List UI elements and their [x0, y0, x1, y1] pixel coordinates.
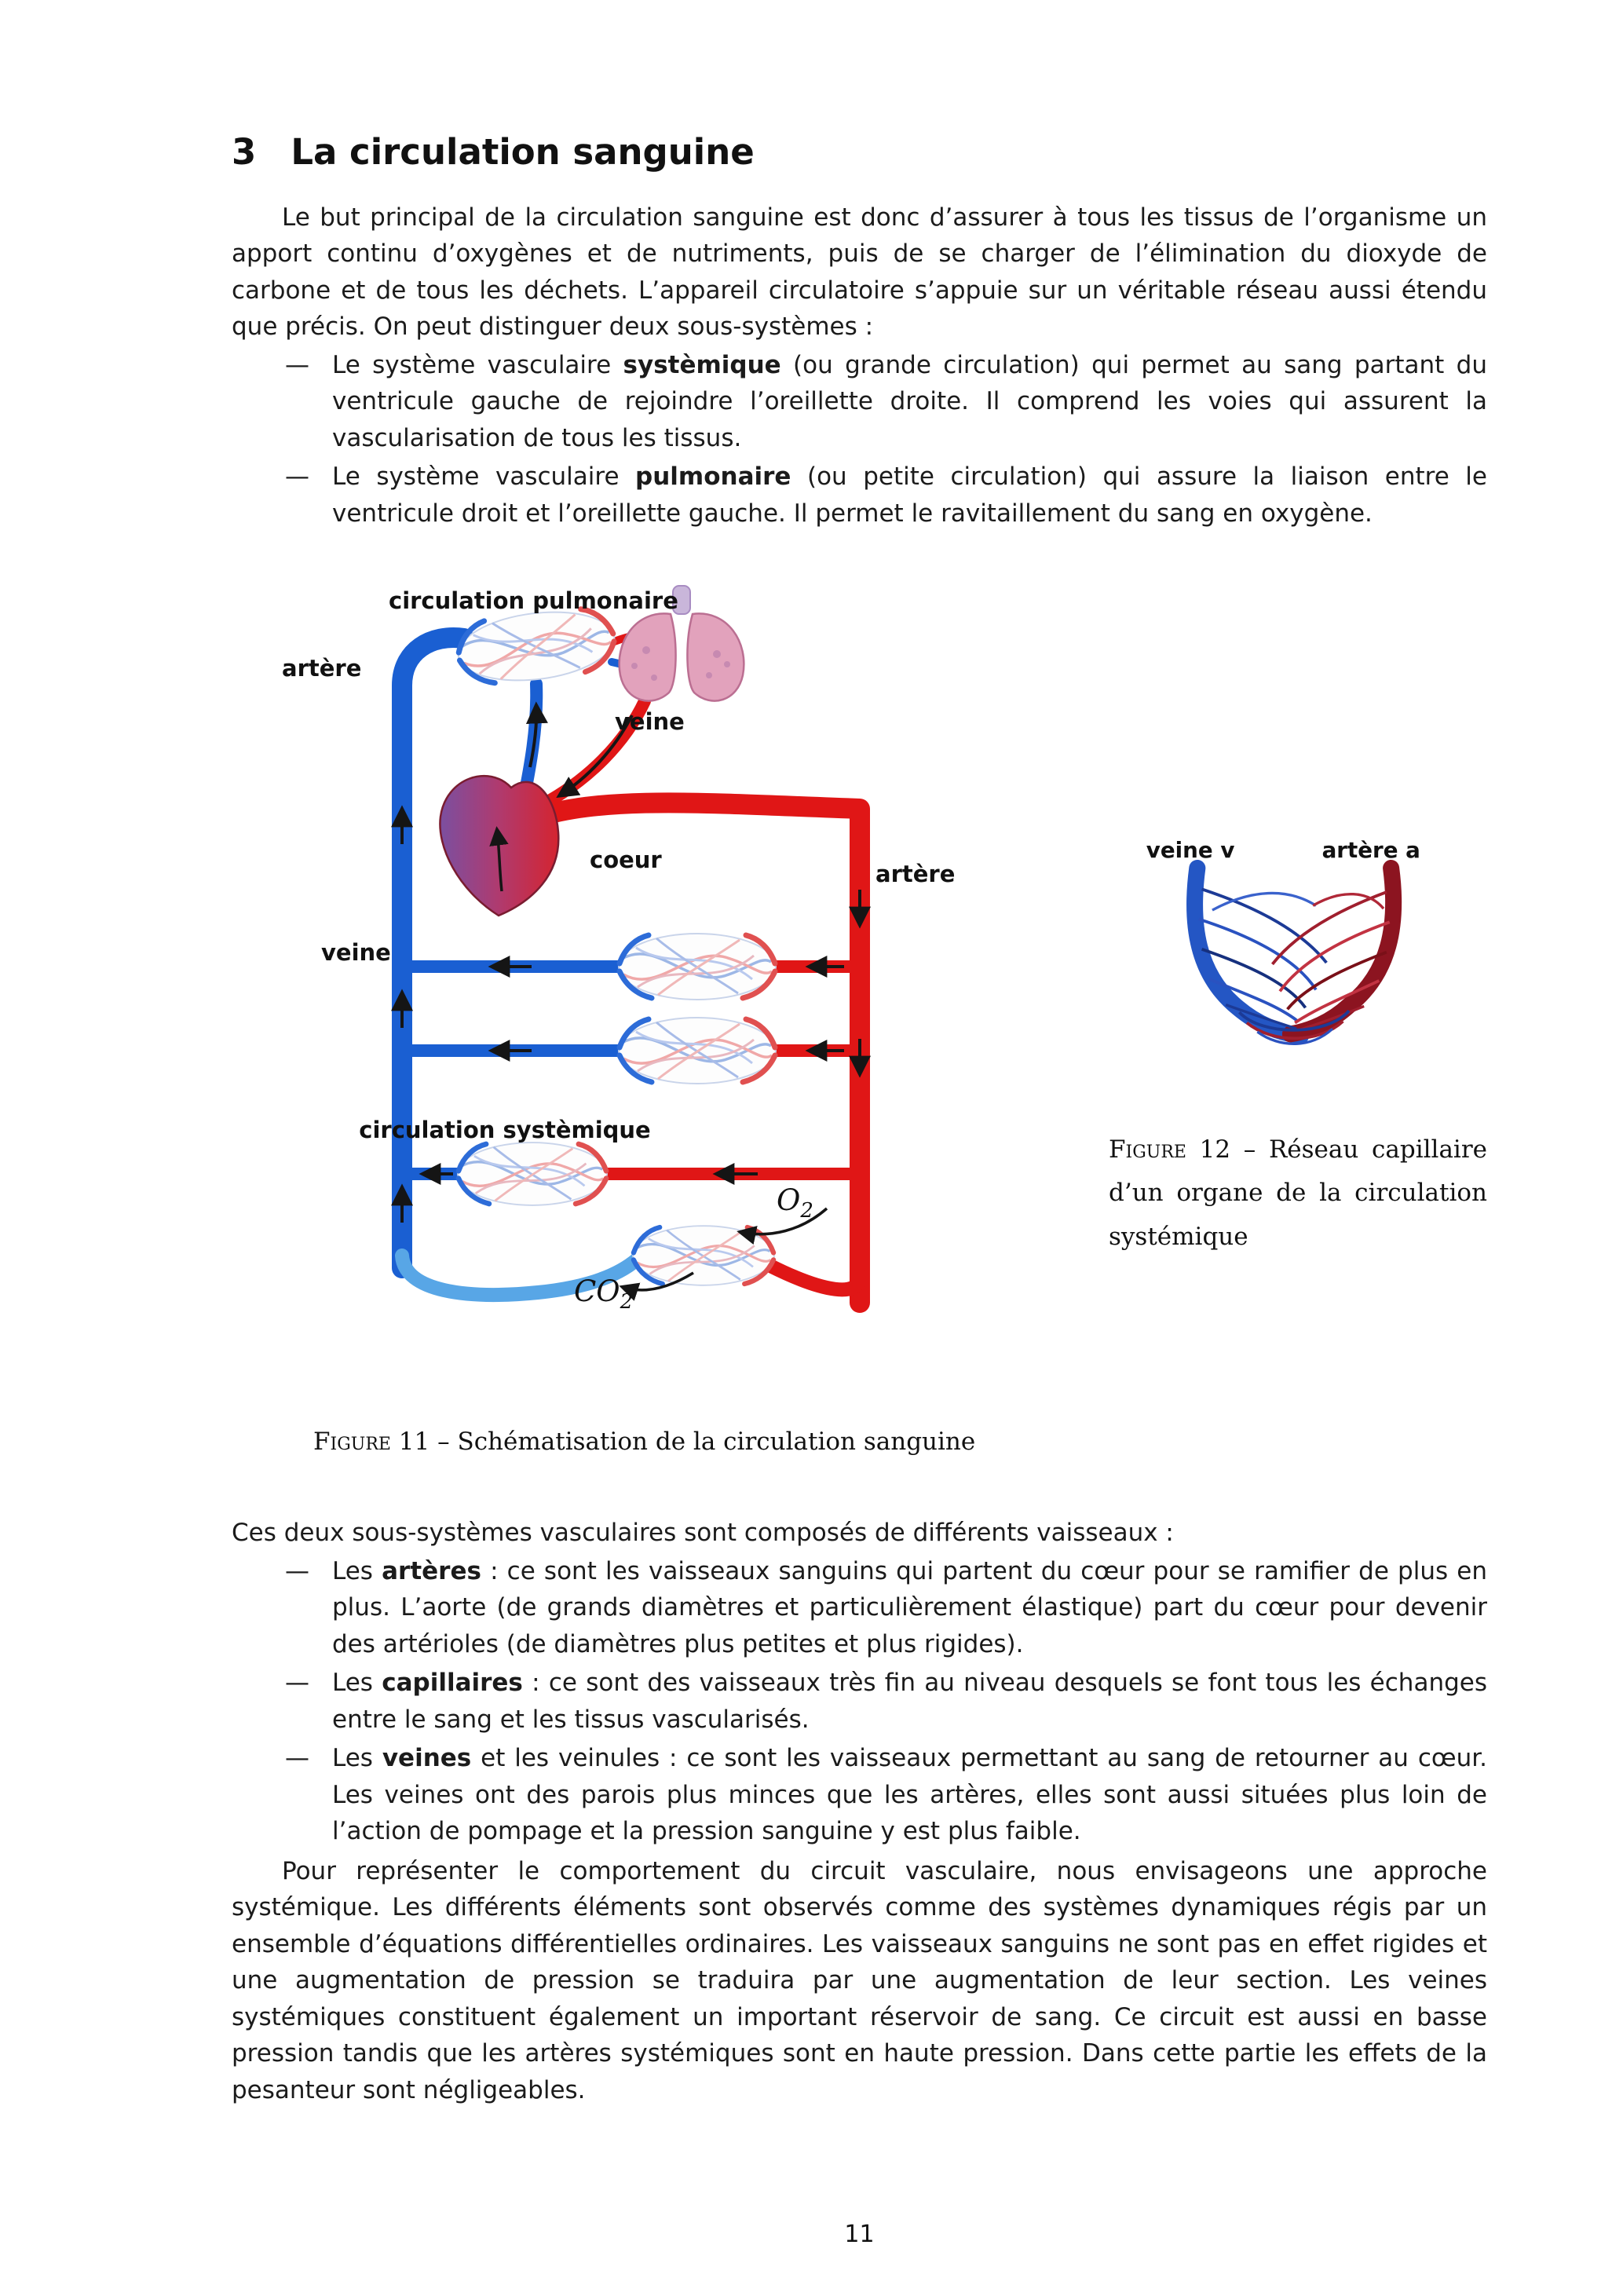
- pulmonary-capillary-bed: [455, 604, 619, 689]
- artery-vessel: [1290, 868, 1393, 1034]
- text-segment: (ou grande circulation) qui permet au sang partant du ventricule gauche de rejoindre l’oreillette droite. Il comprend les voies qui assurent la vascularisation de tous les tissus.: [332, 350, 1487, 452]
- capillary-bed: [458, 1143, 607, 1205]
- figure11-caption: [313, 1424, 1487, 1461]
- co2-main: CO: [574, 1274, 620, 1309]
- capillary-network-image: [1125, 833, 1471, 1092]
- o2-sub: 2: [800, 1199, 813, 1223]
- label-circulation-systemique: circulation systèmique: [359, 1117, 651, 1144]
- caption-label: Figure 11: [313, 1427, 430, 1456]
- capillary-bed: [619, 934, 776, 1000]
- label-artere-a: artère a: [1321, 837, 1420, 864]
- caption-text: – Réseau capillaire d’un organe de la circulation systémique: [1109, 1135, 1488, 1251]
- label-artere-haut: artère: [282, 655, 362, 682]
- figure12-caption: [1109, 1128, 1487, 1259]
- closing-paragraph: Pour représenter le comportement du circuit vasculaire, nous envisageons une approche systémique. Les différents éléments sont observés comme des systèmes dynamiques régis par un ensemble d’équations différentielles ordinaires. Les vaisseaux sanguins ne sont pas en effet rigides et une augmentation de pression se traduira par une augmentation de leur section. Les veines systémiques constituent également un important réservoir de sang. Ce circuit est aussi en basse pression tandis que les artères systémiques sont en haute pression. Dans cette partie les effets de la pesanteur sont négligeables.: [232, 1856, 1487, 2104]
- label-o2: [777, 1183, 813, 1223]
- text-bold: pulmonaire: [635, 462, 791, 492]
- figure11: [277, 583, 968, 1348]
- label-veine-haut: veine: [615, 708, 685, 736]
- text-segment: : ce sont les vaisseaux sanguins qui partent du cœur pour se ramifier de plus en plus. L’aorte (de grands diamètres et particulièrement élastique) part du cœur pour devenir des artérioles (de diamètres plus petites et plus rigides).: [332, 1556, 1488, 1658]
- label-circulation-pulmonaire: circulation pulmonaire: [389, 587, 678, 615]
- circulation-diagram: [277, 583, 968, 1337]
- list-item: [232, 1665, 1487, 1738]
- text-segment: Les: [332, 1744, 382, 1773]
- item-dash: —: [285, 1556, 309, 1585]
- caption-text: – Schématisation de la circulation sanguine: [437, 1427, 976, 1456]
- item-text: [332, 347, 1487, 457]
- co2-sub: 2: [620, 1290, 634, 1314]
- item-text: [332, 1553, 1487, 1663]
- label-co2: [574, 1274, 633, 1314]
- item-dash: —: [285, 1744, 309, 1773]
- label-veine-gauche: veine: [321, 939, 391, 967]
- list-item: [232, 1740, 1487, 1850]
- intro-paragraph: Le but principal de la circulation sanguine est donc d’assurer à tous les tissus de l’organisme un apport continu d’oxygènes et de nutriments, puis de se charger de l’élimination du dioxyde de carbone et de tous les déchets. L’appareil circulatoire s’appuie sur un véritable réseau aussi étendu que précis. On peut distinguer deux sous-systèmes :: [232, 203, 1487, 342]
- list-item: [232, 347, 1487, 457]
- item-dash: —: [285, 462, 309, 492]
- text-segment: (ou petite circulation) qui assure la liaison entre le ventricule droit et l’oreillette gauche. Il permet le ravitaillement du sang en oxygène.: [332, 462, 1487, 528]
- figures-row: [232, 583, 1487, 1348]
- vessels-list: [232, 1553, 1487, 1850]
- text-segment: et les veinules : ce sont les vaisseaux permettant au sang de retourner au cœur. Les veines ont des parois plus minces que les artères, elles sont aussi situées plus loin de l’action de pompage et la pression sanguine y est plus faible.: [332, 1744, 1487, 1846]
- label-veine-v: veine v: [1146, 837, 1235, 864]
- text-bold: veines: [382, 1744, 472, 1773]
- list-item: [232, 459, 1487, 532]
- text-segment: Les: [332, 1669, 382, 1698]
- item-text: [332, 1740, 1487, 1850]
- item-text: [332, 1665, 1487, 1738]
- item-text: [332, 459, 1487, 532]
- o2-main: O: [777, 1183, 801, 1218]
- section-title: La circulation sanguine: [291, 131, 755, 173]
- list-item: [232, 1553, 1487, 1663]
- text-segment: Les: [332, 1556, 382, 1585]
- vessels-intro: Ces deux sous-systèmes vasculaires sont composés de différents vaisseaux :: [232, 1519, 1174, 1548]
- item-dash: —: [285, 1669, 309, 1698]
- page-number: 11: [844, 2221, 875, 2248]
- text-bold: artères: [382, 1556, 481, 1585]
- text-bold: systèmique: [623, 350, 781, 379]
- text-segment: Le système vasculaire: [332, 462, 636, 492]
- systems-list: [232, 347, 1487, 532]
- caption-label: Figure 12: [1109, 1135, 1231, 1164]
- text-bold: capillaires: [382, 1669, 523, 1698]
- text-segment: : ce sont des vaisseaux très fin au niveau desquels se font tous les échanges entre le sang et les tissus vascularisés.: [332, 1669, 1487, 1734]
- label-coeur: coeur: [590, 846, 662, 874]
- section-heading: [232, 132, 1487, 173]
- section-number: 3: [232, 131, 257, 173]
- capillary-weave: [1199, 890, 1390, 1044]
- figure12: [1109, 833, 1487, 1348]
- item-dash: —: [285, 350, 309, 379]
- text-segment: Le système vasculaire: [332, 350, 623, 379]
- label-artere-droite: artère: [875, 861, 956, 888]
- capillary-bed: [619, 1018, 776, 1084]
